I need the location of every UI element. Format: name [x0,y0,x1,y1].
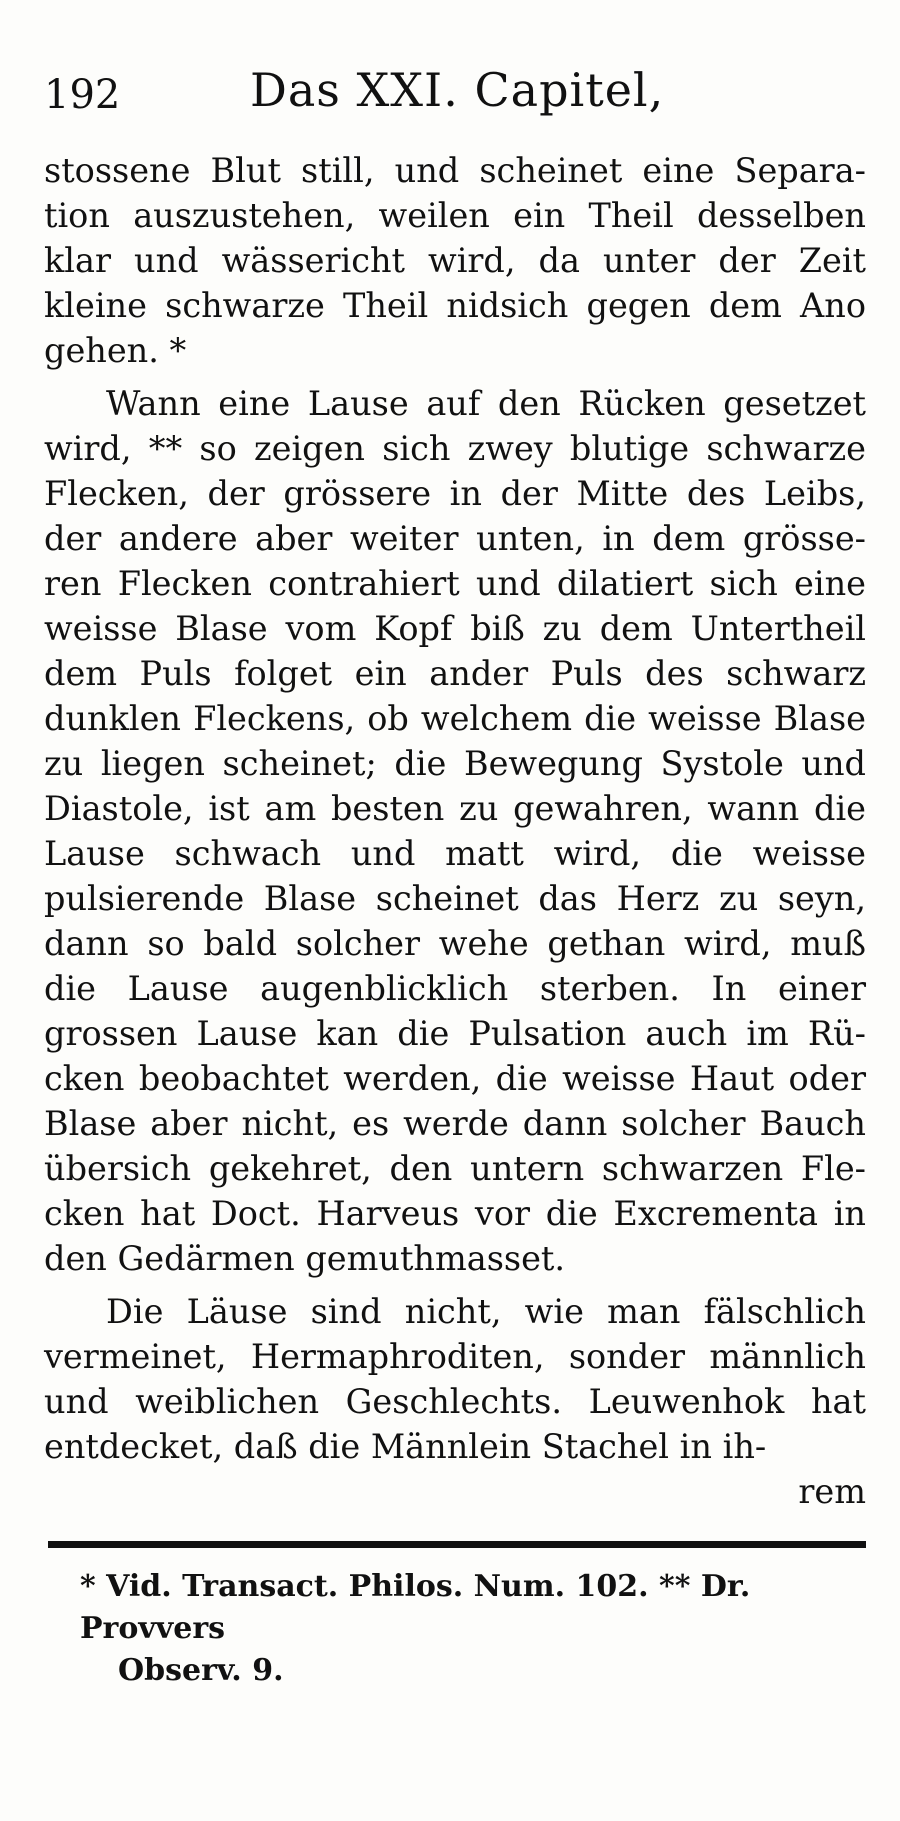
text-line: cken hat Doct. Harveus vor die Excrementa [44,1194,818,1233]
text-line: ren Flecken contrahiert und dilatiert sich eine [44,564,866,603]
text-line: weisse Blase vom Kopf biß zu dem Untertheil [44,609,866,648]
text-line: cken beobachtet werden, die weisse Haut oder [44,1059,866,1098]
text-line: die Lause augenblicklich sterben. In einer [44,969,866,1008]
running-title: Das XXI. Capitel, [250,63,665,117]
text-line: dem Puls folget ein ander Puls des schwarz [44,654,866,693]
text-line: Diastole, ist am besten zu gewahren, wann [44,789,800,828]
text-line: tion auszustehen, weilen ein Theil desselben [44,196,866,235]
text-line: stossene Blut still, und scheinet eine Separa- [44,151,866,190]
text-line: kleine schwarze Theil nidsich gegen dem Ano [44,286,866,325]
text-line: zu liegen scheinet; die Bewegung Systole und [44,744,866,783]
text-line: die Lause schwach und matt wird, die weisse [44,789,866,873]
text-line: in den Gedärmen gemuthmasset. [44,1194,867,1278]
text-line: gehen. * [44,331,187,370]
catchword: rem [798,1472,866,1511]
footnote-rule [48,1541,866,1548]
paragraph-1 [44,148,866,373]
page-number: 192 [44,72,121,118]
text-line: grossen Lause kan die Pulsation auch im Rü- [44,1014,866,1053]
body-text [44,148,866,1514]
text-line: dunklen Fleckens, ob welchem die weisse Blase [44,699,866,738]
footnote-line: Observ. 9. [118,1653,284,1688]
paragraph-2 [44,381,866,1281]
paragraph-3 [44,1289,866,1469]
text-line: vermeinet, Hermaphroditen, sonder männlich [44,1337,866,1376]
text-line: Die Läuse sind nicht, wie man fälschlich [106,1292,866,1331]
text-line: Flecken, der grössere in der Mitte des Leibs, [44,474,866,513]
text-line: wird, ** so zeigen sich zwey blutige schwarze [44,429,866,468]
text-line: übersich gekehret, den untern schwarzen Fle- [44,1149,866,1188]
text-line: und weiblichen Geschlechts. Leuwenhok hat [44,1382,866,1421]
footnotes [80,1566,870,1692]
text-line: pulsierende Blase scheinet das Herz zu seyn, [44,879,866,918]
text-line: dann so bald solcher wehe gethan wird, muß [44,924,866,963]
text-line: Wann eine Lause auf den Rücken gesetzet [106,384,866,423]
page-header [40,62,860,122]
footnote-line: * Vid. Transact. Philos. Num. 102. ** Dr. Provvers [80,1569,751,1646]
text-line: Blase aber nicht, es werde dann solcher Bauch [44,1104,866,1143]
text-line: der andere aber weiter unten, in dem grösse- [44,519,866,558]
text-line: klar und wässericht wird, da unter der Zeit [44,241,866,280]
text-line: entdecket, daß die Männlein Stachel in ih- [44,1427,767,1466]
